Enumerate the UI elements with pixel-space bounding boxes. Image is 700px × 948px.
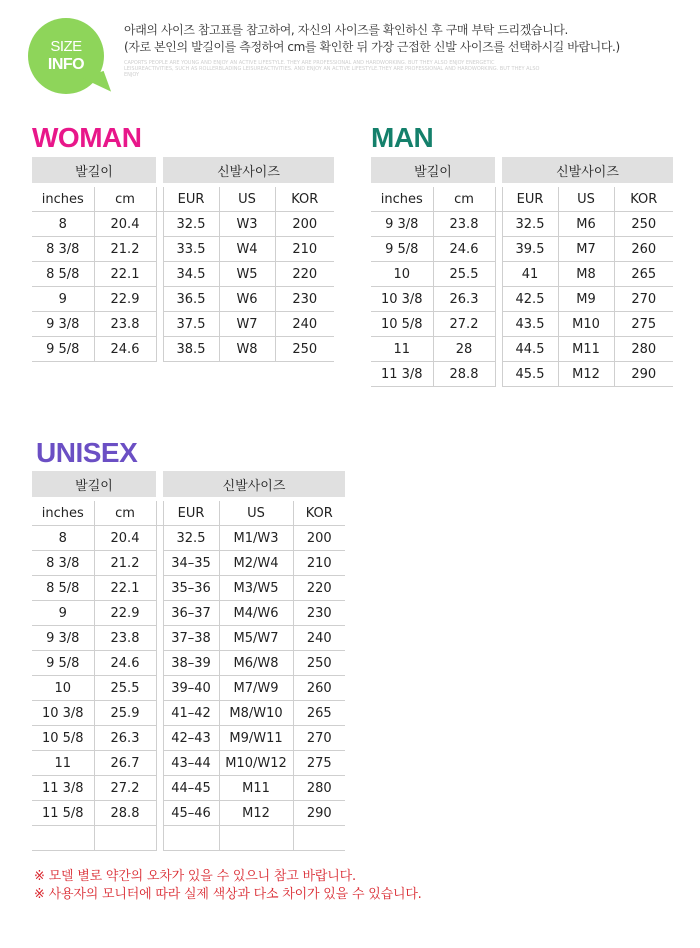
cell-inches: 8 5/8 [32, 576, 94, 601]
cell-eur: 41–42 [163, 701, 219, 726]
column-gap [495, 237, 502, 262]
cell-us: M12 [219, 801, 293, 826]
table-row [32, 237, 334, 262]
cell-inches [32, 826, 94, 851]
table-row [32, 551, 345, 576]
table-row [371, 287, 673, 312]
cell-cm: 26.3 [433, 287, 495, 312]
cell-cm: 20.4 [94, 212, 156, 237]
cell-cm: 21.2 [94, 551, 156, 576]
col-us: US [219, 501, 293, 526]
cell-kor: 240 [293, 626, 345, 651]
column-gap [156, 701, 163, 726]
cell-kor [293, 826, 345, 851]
shoe-size-header: 신발사이즈 [502, 157, 673, 183]
cell-inches: 9 3/8 [32, 312, 94, 337]
cell-cm: 24.6 [433, 237, 495, 262]
cell-eur: 36–37 [163, 601, 219, 626]
cell-kor: 240 [275, 312, 334, 337]
table-row [32, 801, 345, 826]
cell-inches: 8 [32, 526, 94, 551]
cell-eur: 33.5 [163, 237, 219, 262]
note-line2: ※ 사용자의 모니터에 따라 실제 색상과 다소 차이가 있을 수 있습니다. [34, 887, 422, 902]
cell-kor: 260 [614, 237, 673, 262]
cell-inches: 9 5/8 [32, 337, 94, 362]
cell-cm: 20.4 [94, 526, 156, 551]
table-row [32, 526, 345, 551]
cell-cm: 25.9 [94, 701, 156, 726]
column-gap [495, 287, 502, 312]
cell-inches: 9 5/8 [371, 237, 433, 262]
cell-cm: 22.9 [94, 601, 156, 626]
cell-us: M9 [558, 287, 614, 312]
cell-inches: 11 [371, 337, 433, 362]
cell-eur: 38–39 [163, 651, 219, 676]
cell-kor: 275 [614, 312, 673, 337]
cell-inches: 8 3/8 [32, 237, 94, 262]
cell-us: M6/W8 [219, 651, 293, 676]
intro-line1: 아래의 사이즈 참고표를 참고하여, 자신의 사이즈를 확인하신 후 구매 부탁 드리겠습니다. [124, 23, 568, 37]
cell-us: W8 [219, 337, 275, 362]
column-gap [495, 337, 502, 362]
col-eur: EUR [502, 187, 558, 212]
cell-us: W4 [219, 237, 275, 262]
cell-inches: 9 3/8 [32, 626, 94, 651]
cell-cm: 25.5 [94, 676, 156, 701]
col-kor: KOR [275, 187, 334, 212]
cell-eur: 45–46 [163, 801, 219, 826]
cell-inches: 10 5/8 [32, 726, 94, 751]
cell-kor: 280 [614, 337, 673, 362]
cell-eur: 43.5 [502, 312, 558, 337]
column-gap [156, 676, 163, 701]
table-row [32, 701, 345, 726]
cell-kor: 230 [293, 601, 345, 626]
cell-kor: 250 [293, 651, 345, 676]
cell-kor: 220 [275, 262, 334, 287]
cell-inches: 9 [32, 601, 94, 626]
column-gap [156, 626, 163, 651]
col-inches: inches [32, 501, 94, 526]
table-row [32, 212, 334, 237]
table-row [32, 337, 334, 362]
cell-eur: 41 [502, 262, 558, 287]
cell-us: W6 [219, 287, 275, 312]
col-cm: cm [433, 187, 495, 212]
col-cm: cm [94, 501, 156, 526]
cell-cm: 24.6 [94, 651, 156, 676]
cell-cm: 21.2 [94, 237, 156, 262]
cell-us: M8 [558, 262, 614, 287]
col-eur: EUR [163, 187, 219, 212]
cell-kor: 230 [275, 287, 334, 312]
cell-eur: 32.5 [163, 526, 219, 551]
column-gap [156, 157, 163, 183]
column-gap [495, 312, 502, 337]
cell-inches: 11 3/8 [371, 362, 433, 387]
cell-cm: 28 [433, 337, 495, 362]
column-gap [495, 362, 502, 387]
cell-us: M8/W10 [219, 701, 293, 726]
cell-cm: 26.3 [94, 726, 156, 751]
table-row [32, 626, 345, 651]
cell-kor: 270 [614, 287, 673, 312]
cell-cm: 25.5 [433, 262, 495, 287]
column-gap [156, 826, 163, 851]
cell-kor: 210 [275, 237, 334, 262]
cell-cm: 27.2 [94, 776, 156, 801]
column-gap [156, 601, 163, 626]
group-header-row [371, 157, 673, 183]
table-row [32, 651, 345, 676]
cell-us: M5/W7 [219, 626, 293, 651]
cell-eur: 44–45 [163, 776, 219, 801]
cell-cm: 22.9 [94, 287, 156, 312]
cell-inches: 11 [32, 751, 94, 776]
table-row [371, 262, 673, 287]
cell-us: M9/W11 [219, 726, 293, 751]
cell-eur: 42.5 [502, 287, 558, 312]
column-gap [156, 237, 163, 262]
cell-cm: 22.1 [94, 262, 156, 287]
cell-us: M2/W4 [219, 551, 293, 576]
notes [34, 868, 422, 904]
table-row [32, 601, 345, 626]
col-kor: KOR [614, 187, 673, 212]
cell-cm: 26.7 [94, 751, 156, 776]
column-gap [156, 212, 163, 237]
cell-inches: 8 3/8 [32, 551, 94, 576]
intro-text [124, 22, 620, 56]
cell-eur: 42–43 [163, 726, 219, 751]
cell-kor: 220 [293, 576, 345, 601]
column-gap [156, 776, 163, 801]
cell-kor: 260 [293, 676, 345, 701]
cell-cm: 23.8 [94, 312, 156, 337]
cell-us: M10/W12 [219, 751, 293, 776]
col-kor: KOR [293, 501, 345, 526]
column-gap [156, 801, 163, 826]
woman-size-table [32, 157, 334, 362]
table-row [32, 312, 334, 337]
cell-eur: 37–38 [163, 626, 219, 651]
column-gap [495, 262, 502, 287]
cell-us: M11 [219, 776, 293, 801]
cell-kor: 250 [614, 212, 673, 237]
column-gap [156, 287, 163, 312]
col-cm: cm [94, 187, 156, 212]
table-row [32, 826, 345, 851]
cell-kor: 210 [293, 551, 345, 576]
cell-inches: 8 5/8 [32, 262, 94, 287]
table-row [371, 362, 673, 387]
foot-length-header: 발길이 [32, 157, 156, 183]
cell-us: M3/W5 [219, 576, 293, 601]
column-gap [156, 312, 163, 337]
col-inches: inches [371, 187, 433, 212]
cell-kor: 290 [293, 801, 345, 826]
cell-eur [163, 826, 219, 851]
column-gap [156, 576, 163, 601]
cell-kor: 290 [614, 362, 673, 387]
cell-eur: 34.5 [163, 262, 219, 287]
foot-length-header: 발길이 [371, 157, 495, 183]
cell-eur: 39.5 [502, 237, 558, 262]
woman-title: WOMAN [32, 122, 142, 153]
cell-kor: 200 [293, 526, 345, 551]
table-row [371, 312, 673, 337]
cell-us: M7/W9 [219, 676, 293, 701]
column-gap [156, 651, 163, 676]
cell-kor: 265 [614, 262, 673, 287]
cell-eur: 34–35 [163, 551, 219, 576]
cell-inches: 10 3/8 [32, 701, 94, 726]
shoe-size-header: 신발사이즈 [163, 157, 334, 183]
cell-cm: 24.6 [94, 337, 156, 362]
cell-eur: 39–40 [163, 676, 219, 701]
column-header-row [371, 187, 673, 212]
table-row [32, 262, 334, 287]
col-us: US [558, 187, 614, 212]
table-row [371, 337, 673, 362]
group-header-row [32, 471, 345, 497]
cell-inches: 8 [32, 212, 94, 237]
table-row [32, 676, 345, 701]
cell-us: M1/W3 [219, 526, 293, 551]
unisex-size-table [32, 471, 345, 851]
cell-us [219, 826, 293, 851]
cell-eur: 45.5 [502, 362, 558, 387]
cell-us: W3 [219, 212, 275, 237]
table-row [371, 212, 673, 237]
badge-line2: INFO [47, 56, 85, 73]
cell-cm: 28.8 [433, 362, 495, 387]
cell-us: M4/W6 [219, 601, 293, 626]
table-row [32, 576, 345, 601]
column-gap [495, 157, 502, 183]
cell-inches: 9 3/8 [371, 212, 433, 237]
table-row [32, 776, 345, 801]
cell-cm: 27.2 [433, 312, 495, 337]
column-gap [156, 751, 163, 776]
cell-cm: 23.8 [94, 626, 156, 651]
man-title: MAN [371, 122, 434, 153]
foot-length-header: 발길이 [32, 471, 156, 497]
unisex-title: UNISEX [36, 437, 138, 468]
table-row [371, 237, 673, 262]
note-line1: ※ 모델 별로 약간의 오차가 있을 수 있으니 참고 바랍니다. [34, 869, 356, 884]
cell-us: W7 [219, 312, 275, 337]
column-gap [156, 337, 163, 362]
cell-us: M12 [558, 362, 614, 387]
table-row [32, 287, 334, 312]
column-gap [495, 187, 502, 212]
cell-eur: 37.5 [163, 312, 219, 337]
cell-eur: 32.5 [502, 212, 558, 237]
col-eur: EUR [163, 501, 219, 526]
cell-kor: 280 [293, 776, 345, 801]
column-gap [156, 187, 163, 212]
cell-kor: 250 [275, 337, 334, 362]
intro-line2: (자로 본인의 발길이를 측정하여 cm를 확인한 뒤 가장 근접한 신발 사이즈를 선택하시길 바랍니다.) [124, 40, 620, 54]
cell-us: M11 [558, 337, 614, 362]
cell-cm: 23.8 [433, 212, 495, 237]
cell-inches: 10 5/8 [371, 312, 433, 337]
cell-cm [94, 826, 156, 851]
column-header-row [32, 501, 345, 526]
cell-inches: 10 [371, 262, 433, 287]
cell-eur: 35–36 [163, 576, 219, 601]
column-gap [156, 262, 163, 287]
col-us: US [219, 187, 275, 212]
cell-eur: 43–44 [163, 751, 219, 776]
cell-cm: 22.1 [94, 576, 156, 601]
cell-kor: 270 [293, 726, 345, 751]
man-size-table [371, 157, 673, 387]
cell-kor: 200 [275, 212, 334, 237]
cell-inches: 9 [32, 287, 94, 312]
column-gap [495, 212, 502, 237]
column-gap [156, 471, 163, 497]
table-row [32, 751, 345, 776]
cell-cm: 28.8 [94, 801, 156, 826]
cell-inches: 9 5/8 [32, 651, 94, 676]
column-gap [156, 726, 163, 751]
cell-inches: 10 3/8 [371, 287, 433, 312]
table-row [32, 726, 345, 751]
cell-inches: 11 5/8 [32, 801, 94, 826]
cell-us: M7 [558, 237, 614, 262]
cell-us: M10 [558, 312, 614, 337]
column-gap [156, 501, 163, 526]
cell-eur: 44.5 [502, 337, 558, 362]
col-inches: inches [32, 187, 94, 212]
column-gap [156, 526, 163, 551]
cell-kor: 275 [293, 751, 345, 776]
fine-print: CAPORTS PEOPLE ARE YOUNG AND ENJOY AN ACTIVE LIFESTYLE. THEY ARE PROFESSIONAL AND HARDWORKING. BUT THEY ALSO ENJOY ENERGETIC LEISUREACTIVITIES, SUCH AS ROLLERBLADING LEISUREACTIVITIES. AND ENJOY AN ACTIVE LIFESTYLE.THEY ARE PROFESSIONAL AND HARDWORKING. BUT THEY ALSO ENJOY [124, 60, 540, 78]
cell-kor: 265 [293, 701, 345, 726]
cell-inches: 10 [32, 676, 94, 701]
size-info-badge [28, 18, 108, 98]
column-header-row [32, 187, 334, 212]
cell-us: M6 [558, 212, 614, 237]
cell-inches: 11 3/8 [32, 776, 94, 801]
group-header-row [32, 157, 334, 183]
badge-line1: SIZE [50, 38, 82, 55]
shoe-size-header: 신발사이즈 [163, 471, 345, 497]
cell-eur: 32.5 [163, 212, 219, 237]
cell-eur: 36.5 [163, 287, 219, 312]
cell-eur: 38.5 [163, 337, 219, 362]
cell-us: W5 [219, 262, 275, 287]
column-gap [156, 551, 163, 576]
